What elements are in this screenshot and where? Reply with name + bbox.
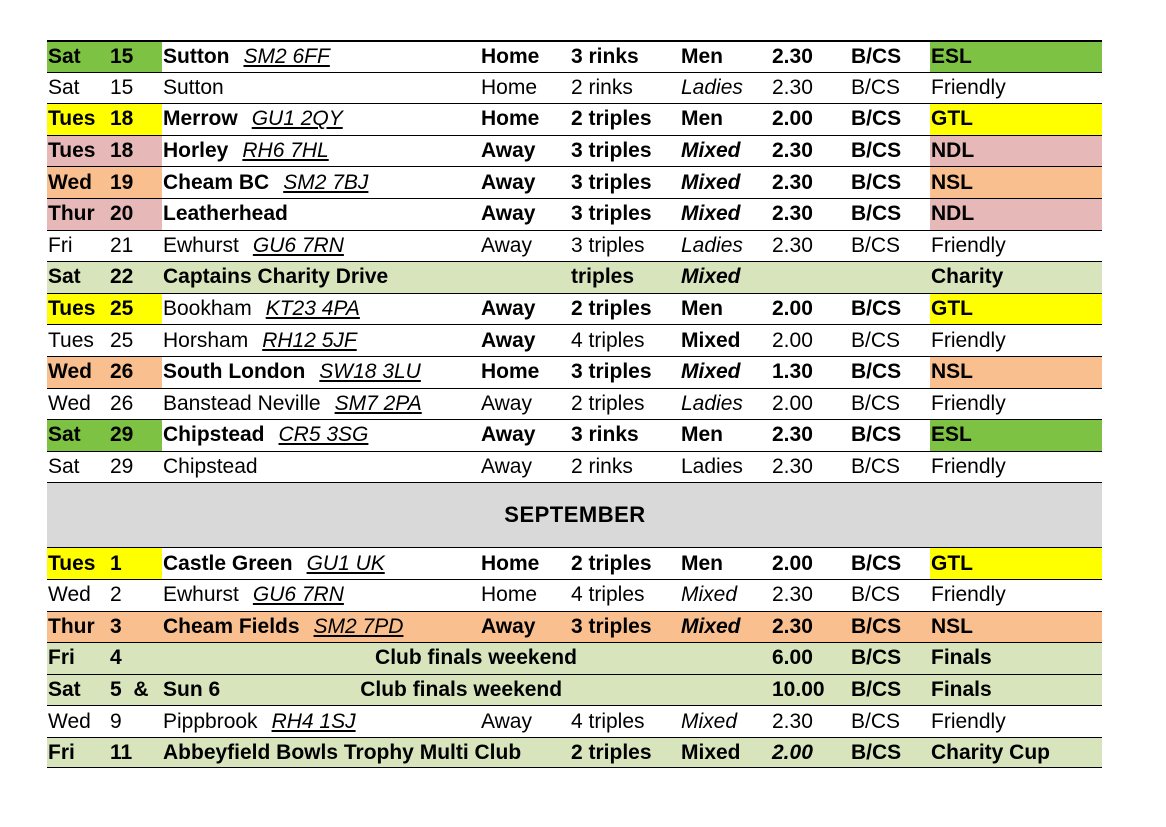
time-cell: 2.30 (772, 233, 813, 257)
date-cell: 15 (109, 42, 162, 72)
postcode: GU1 2QY (251, 107, 343, 131)
venue-name: Sutton (163, 44, 230, 68)
venue-name: Cheam Fields (163, 614, 300, 638)
format-cell: 4 triples (571, 328, 645, 352)
time-cell: 6.00 (772, 646, 813, 670)
format-cell: 2 rinks (571, 455, 633, 479)
venue-cell (162, 104, 480, 135)
venue-name: Chipstead (163, 455, 258, 479)
home-away-cell: Away (481, 297, 536, 321)
day-cell: Sat (47, 42, 109, 72)
location-cell: B/CS (851, 328, 901, 352)
competition-cell: Friendly (931, 328, 1006, 352)
location-cell: B/CS (851, 233, 901, 257)
day-cell: Fri (48, 233, 73, 257)
competition-cell: Friendly (931, 709, 1006, 733)
postcode: SM7 2PA (334, 391, 422, 415)
time-cell: 2.30 (772, 202, 813, 226)
time-cell: 10.00 (772, 677, 825, 701)
format-cell: 3 rinks (571, 423, 639, 447)
venue-name: Horsham (163, 328, 249, 352)
venue-cell (162, 231, 480, 262)
location-cell: B/CS (851, 583, 901, 607)
date-cell: 25 (109, 294, 162, 325)
competition-cell: NDL (930, 199, 1102, 230)
category-cell: Mixed (681, 139, 741, 163)
venue-name: Ewhurst (163, 233, 239, 257)
time-cell: 2.30 (772, 170, 813, 194)
date-cell: 5 & (110, 677, 149, 701)
category-cell: Mixed (681, 328, 741, 352)
category-cell: Men (681, 297, 723, 321)
day-cell: Fri (48, 646, 75, 670)
venue-name: Chipstead (163, 423, 265, 447)
day-cell: Wed (48, 391, 91, 415)
location-cell: B/CS (851, 646, 902, 670)
time-cell: 2.30 (772, 709, 813, 733)
date-cell: 15 (110, 75, 134, 99)
venue-name: Sutton (163, 75, 224, 99)
venue-name: Abbeyfield Bowls Trophy Multi Club (163, 740, 522, 764)
home-away-cell: Away (481, 709, 532, 733)
fixture-row (47, 293, 1102, 325)
format-cell: 4 triples (571, 709, 645, 733)
home-away-cell: Home (481, 107, 540, 131)
home-away-cell: Away (481, 455, 532, 479)
venue-cell (162, 294, 480, 325)
format-cell: 2 triples (571, 297, 652, 321)
venue-cell (162, 136, 480, 167)
fixture-row (47, 166, 1102, 198)
postcode: GU6 7RN (252, 583, 344, 607)
format-cell: 4 triples (571, 583, 645, 607)
date-cell: 29 (110, 455, 134, 479)
time-cell: 2.00 (772, 328, 813, 352)
competition-cell: Friendly (931, 455, 1006, 479)
category-cell: Mixed (681, 583, 738, 607)
competition-cell: ESL (930, 420, 1102, 451)
fixture-row (47, 198, 1102, 230)
postcode: RH4 1SJ (271, 709, 356, 733)
venue-cell (162, 548, 480, 579)
competition-cell: GTL (930, 294, 1102, 325)
fixture-row (47, 261, 1102, 293)
format-cell: 3 triples (571, 233, 645, 257)
category-cell: Ladies (681, 75, 743, 99)
location-cell: B/CS (851, 170, 902, 194)
date-cell: 19 (109, 167, 162, 198)
competition-cell: Friendly (931, 583, 1006, 607)
fixture-row (47, 642, 1102, 674)
date-cell: 11 (110, 740, 133, 764)
date-cell: 25 (110, 328, 134, 352)
format-cell: 2 triples (571, 107, 652, 131)
format-cell: 3 triples (571, 139, 652, 163)
month-title: SEPTEMBER (504, 502, 646, 528)
home-away-cell: Away (481, 170, 536, 194)
location-cell: B/CS (851, 75, 901, 99)
date-cell: 26 (110, 391, 134, 415)
venue-name: Leatherhead (163, 202, 288, 226)
category-cell: Ladies (681, 233, 743, 257)
fixture-sheet (47, 40, 1102, 768)
day-cell: Tues (47, 104, 109, 135)
venue-cell (162, 73, 480, 104)
competition-cell: GTL (930, 548, 1102, 579)
format-cell: 2 rinks (571, 75, 633, 99)
day-cell: Fri (48, 740, 75, 764)
date-cell: 1 (109, 548, 162, 579)
venue-cell (162, 42, 480, 72)
time-cell: 2.00 (772, 391, 813, 415)
competition-cell: Charity Cup (931, 740, 1051, 764)
venue-cell (162, 452, 480, 483)
location-cell: B/CS (851, 551, 902, 575)
category-cell: Mixed (681, 170, 741, 194)
fixture-row (47, 419, 1102, 451)
fixture-row (47, 388, 1102, 420)
home-away-cell: Away (481, 202, 536, 226)
venue-cell (162, 167, 480, 198)
location-cell: B/CS (851, 709, 901, 733)
day-cell: Sat (48, 75, 80, 99)
location-cell: B/CS (851, 44, 902, 68)
category-cell: Ladies (681, 391, 743, 415)
postcode: RH12 5JF (262, 328, 357, 352)
day-cell: Wed (48, 583, 91, 607)
event-cell: Sun 6 Club finals weekend (163, 677, 563, 701)
day-cell: Tues (47, 548, 109, 579)
venue-name: Horley (163, 139, 229, 163)
fixture-row (47, 579, 1102, 611)
time-cell: 2.00 (772, 551, 813, 575)
day-cell: Tues (48, 328, 94, 352)
location-cell: B/CS (851, 423, 902, 447)
location-cell: B/CS (851, 360, 902, 384)
competition-cell: ESL (930, 42, 1102, 72)
venue-cell (162, 262, 480, 293)
home-away-cell: Away (481, 423, 536, 447)
fixture-row (47, 674, 1102, 706)
date-cell: 20 (109, 199, 162, 230)
date-cell: 21 (110, 233, 134, 257)
time-cell: 2.00 (772, 107, 813, 131)
category-cell: Men (681, 107, 723, 131)
competition-cell: Charity (931, 265, 1004, 289)
postcode: SM2 7BJ (283, 170, 369, 194)
postcode: GU6 7RN (252, 233, 344, 257)
format-cell: 3 triples (571, 170, 652, 194)
location-cell: B/CS (851, 455, 901, 479)
format-cell: triples (571, 265, 635, 289)
day-cell: Sat (47, 420, 109, 451)
category-cell: Mixed (681, 709, 738, 733)
month-header (47, 482, 1102, 547)
category-cell: Mixed (681, 265, 741, 289)
format-cell: 3 triples (571, 614, 652, 638)
time-cell: 2.00 (772, 297, 813, 321)
fixture-row (47, 135, 1102, 167)
date-cell: 3 (110, 614, 122, 638)
venue-cell (162, 580, 480, 611)
category-cell: Men (681, 44, 723, 68)
date-cell: 22 (110, 265, 134, 289)
venue-cell (162, 357, 480, 388)
format-cell: 3 triples (571, 360, 652, 384)
date-cell: 29 (109, 420, 162, 451)
day-cell: Thur (48, 614, 95, 638)
category-cell: Mixed (681, 360, 741, 384)
day-cell: Sat (48, 677, 81, 701)
venue-name: Banstead Neville (163, 391, 321, 415)
event-cell: Club finals weekend (375, 646, 577, 670)
format-cell: 2 triples (571, 551, 652, 575)
time-cell: 1.30 (772, 360, 813, 384)
competition-cell: Friendly (931, 391, 1006, 415)
location-cell: B/CS (851, 614, 902, 638)
venue-cell (162, 389, 480, 420)
category-cell: Mixed (681, 740, 741, 764)
home-away-cell: Home (481, 583, 538, 607)
home-away-cell: Away (481, 139, 536, 163)
fixture-row (47, 547, 1102, 579)
format-cell: 3 triples (571, 202, 652, 226)
time-cell: 2.30 (772, 44, 813, 68)
home-away-cell: Home (481, 360, 540, 384)
venue-name: Captains Charity Drive (163, 265, 389, 289)
venue-cell (162, 199, 480, 230)
time-cell: 2.30 (772, 139, 813, 163)
competition-cell: Finals (931, 677, 992, 701)
home-away-cell: Away (481, 328, 536, 352)
category-cell: Men (681, 551, 723, 575)
date-cell: 4 (110, 646, 122, 670)
time-cell: 2.30 (772, 614, 813, 638)
category-cell: Ladies (681, 455, 743, 479)
format-cell: 2 triples (571, 391, 645, 415)
postcode: SM2 7PD (313, 614, 404, 638)
venue-name: Merrow (163, 107, 238, 131)
time-cell: 2.30 (772, 583, 813, 607)
fixture-row (47, 230, 1102, 262)
location-cell: B/CS (851, 202, 902, 226)
day-cell: Tues (47, 294, 109, 325)
location-cell: B/CS (851, 107, 902, 131)
format-cell: 2 triples (571, 740, 652, 764)
venue-name: Ewhurst (163, 583, 239, 607)
venue-cell (162, 706, 480, 737)
location-cell: B/CS (851, 297, 902, 321)
postcode: RH6 7HL (242, 139, 329, 163)
postcode: SM2 6FF (243, 44, 330, 68)
day-cell: Sat (48, 455, 80, 479)
location-cell: B/CS (851, 677, 902, 701)
location-cell: B/CS (851, 391, 901, 415)
fixture-row (47, 324, 1102, 356)
home-away-cell: Away (481, 391, 532, 415)
venue-cell (162, 325, 480, 356)
fixture-row (47, 451, 1102, 483)
day-cell: Tues (47, 136, 109, 167)
date-cell: 2 (110, 583, 122, 607)
fixture-row (47, 40, 1102, 72)
category-cell: Mixed (681, 202, 741, 226)
postcode: KT23 4PA (265, 297, 360, 321)
home-away-cell: Away (481, 233, 532, 257)
time-cell: 2.30 (772, 455, 813, 479)
postcode: GU1 UK (306, 551, 385, 575)
fixture-row (47, 737, 1102, 769)
format-cell: 3 rinks (571, 44, 639, 68)
location-cell: B/CS (851, 139, 902, 163)
competition-cell: Friendly (931, 233, 1006, 257)
competition-cell: NSL (930, 167, 1102, 198)
fixture-row (47, 611, 1102, 643)
competition-cell: GTL (930, 104, 1102, 135)
venue-cell (162, 612, 480, 643)
fixture-row (47, 705, 1102, 737)
venue-name: Bookham (163, 297, 252, 321)
venue-name: Castle Green (163, 551, 293, 575)
venue-cell (162, 420, 480, 451)
day-cell: Wed (47, 167, 109, 198)
home-away-cell: Home (481, 75, 538, 99)
day-cell: Thur (47, 199, 109, 230)
competition-cell: NSL (931, 614, 973, 638)
competition-cell: Finals (931, 646, 992, 670)
category-cell: Men (681, 423, 723, 447)
venue-cell (162, 738, 570, 768)
fixture-row (47, 103, 1102, 135)
venue-name: South London (163, 360, 306, 384)
fixture-row (47, 72, 1102, 104)
postcode: SW18 3LU (319, 360, 421, 384)
date-cell: 18 (109, 136, 162, 167)
time-cell: 2.30 (772, 75, 813, 99)
date-cell: 18 (109, 104, 162, 135)
fixture-row (47, 356, 1102, 388)
home-away-cell: Home (481, 551, 540, 575)
competition-cell: NDL (930, 136, 1102, 167)
location-cell: B/CS (851, 740, 902, 764)
venue-name: Pippbrook (163, 709, 258, 733)
day-cell: Sat (48, 265, 81, 289)
home-away-cell: Away (481, 614, 536, 638)
time-cell: 2.30 (772, 423, 813, 447)
competition-cell: Friendly (931, 75, 1006, 99)
day-cell: Wed (47, 357, 109, 388)
competition-cell: NSL (930, 357, 1102, 388)
postcode: CR5 3SG (278, 423, 369, 447)
category-cell: Mixed (681, 614, 741, 638)
time-cell: 2.00 (772, 740, 813, 764)
day-cell: Wed (48, 709, 91, 733)
date-cell: 26 (109, 357, 162, 388)
home-away-cell: Home (481, 44, 540, 68)
venue-name: Cheam BC (163, 170, 270, 194)
date-cell: 9 (110, 709, 122, 733)
